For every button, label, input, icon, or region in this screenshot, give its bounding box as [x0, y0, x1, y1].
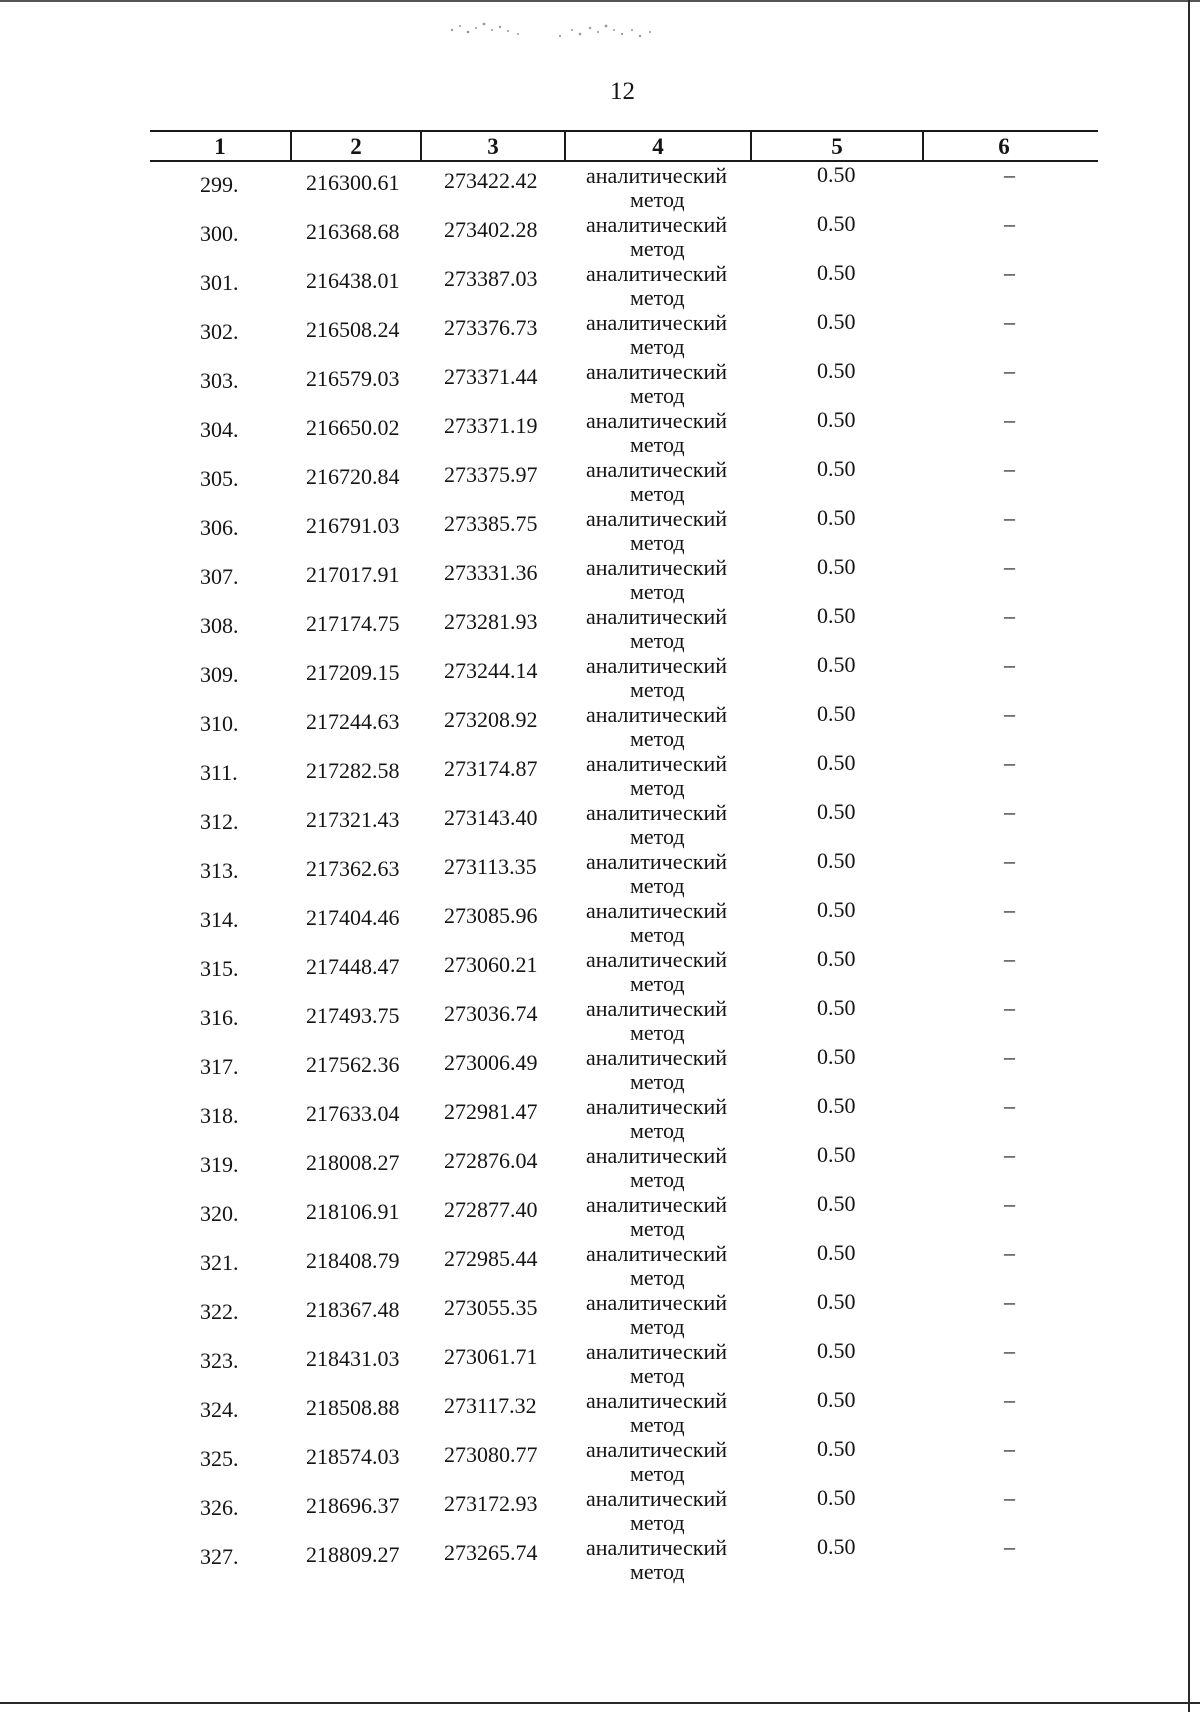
- method-line-1: аналитический: [586, 947, 728, 972]
- note-dash: –: [1004, 652, 1015, 677]
- coord-x: 218008.27: [306, 1150, 400, 1175]
- coord-x: 218508.88: [306, 1395, 400, 1420]
- coord-x: 216791.03: [306, 513, 400, 538]
- row-number: 307.: [200, 564, 239, 589]
- accuracy-value: 0.50: [817, 505, 856, 530]
- table-header: [150, 130, 1098, 162]
- coord-y: 273208.92: [444, 707, 538, 732]
- table-row: [0, 846, 1200, 898]
- method-line-1: аналитический: [586, 261, 728, 286]
- method-line-1: аналитический: [586, 604, 728, 629]
- row-number: 323.: [200, 1348, 239, 1373]
- method-line-1: аналитический: [586, 506, 728, 531]
- header-col-6: 6: [998, 134, 1010, 159]
- accuracy-value: 0.50: [817, 309, 856, 334]
- row-number: 302.: [200, 319, 239, 344]
- accuracy-value: 0.50: [817, 1534, 856, 1559]
- header-col-3: 3: [422, 132, 566, 160]
- table-row: [0, 1091, 1200, 1143]
- coord-x: 218408.79: [306, 1248, 400, 1273]
- note-dash: –: [1004, 260, 1015, 285]
- table-row: [0, 993, 1200, 1045]
- row-number: 318.: [200, 1103, 239, 1128]
- accuracy-value: 0.50: [817, 1485, 856, 1510]
- table-row: [0, 552, 1200, 604]
- row-number: 304.: [200, 417, 239, 442]
- row-number: 312.: [200, 809, 239, 834]
- header-col-2: 2: [292, 132, 422, 160]
- table-row: [0, 601, 1200, 653]
- coord-y: 273036.74: [444, 1001, 538, 1026]
- method-line-1: аналитический: [586, 751, 728, 776]
- table-row: [0, 405, 1200, 457]
- method-line-1: аналитический: [586, 212, 728, 237]
- table-row: [0, 356, 1200, 408]
- method-line-2: метод: [630, 775, 685, 800]
- coord-y: 273331.36: [444, 560, 538, 585]
- accuracy-value: 0.50: [817, 848, 856, 873]
- coord-x: 216508.24: [306, 317, 400, 342]
- accuracy-value: 0.50: [817, 554, 856, 579]
- coord-y: 273371.19: [444, 413, 538, 438]
- method-line-1: аналитический: [586, 1437, 728, 1462]
- method-line-2: метод: [630, 1167, 685, 1192]
- method-line-1: аналитический: [586, 1290, 728, 1315]
- table-row: [0, 307, 1200, 359]
- accuracy-value: 0.50: [817, 1093, 856, 1118]
- method-line-1: аналитический: [586, 800, 728, 825]
- header-col-1: 1: [150, 132, 292, 160]
- method-line-2: метод: [630, 1265, 685, 1290]
- coord-x: 216368.68: [306, 219, 400, 244]
- header-col-4: 4: [566, 132, 752, 160]
- note-dash: –: [1004, 848, 1015, 873]
- coord-x: 218696.37: [306, 1493, 400, 1518]
- coord-x: 217562.36: [306, 1052, 400, 1077]
- accuracy-value: 0.50: [817, 1044, 856, 1069]
- coord-y: 273371.44: [444, 364, 538, 389]
- note-dash: –: [1004, 897, 1015, 922]
- method-line-1: аналитический: [586, 163, 728, 188]
- method-line-1: аналитический: [586, 702, 728, 727]
- method-line-2: метод: [630, 1069, 685, 1094]
- coord-x: 217448.47: [306, 954, 400, 979]
- table-row: [0, 503, 1200, 555]
- coord-x: 217244.63: [306, 709, 400, 734]
- table-row: [0, 944, 1200, 996]
- coord-y: 272985.44: [444, 1246, 538, 1271]
- method-line-2: метод: [630, 824, 685, 849]
- accuracy-value: 0.50: [817, 603, 856, 628]
- method-line-1: аналитический: [586, 1486, 728, 1511]
- coord-x: 217633.04: [306, 1101, 400, 1126]
- row-number: 311.: [200, 760, 238, 785]
- method-line-2: метод: [630, 873, 685, 898]
- table-row: [0, 1385, 1200, 1437]
- table-row: [0, 1434, 1200, 1486]
- accuracy-value: 0.50: [817, 652, 856, 677]
- note-dash: –: [1004, 1093, 1015, 1118]
- row-number: 308.: [200, 613, 239, 638]
- note-dash: –: [1004, 1191, 1015, 1216]
- method-line-1: аналитический: [586, 310, 728, 335]
- table-row: [0, 1532, 1200, 1584]
- coord-x: 217321.43: [306, 807, 400, 832]
- method-line-2: метод: [630, 1412, 685, 1437]
- accuracy-value: 0.50: [817, 701, 856, 726]
- note-dash: –: [1004, 1436, 1015, 1461]
- table-row: [0, 160, 1200, 212]
- coord-y: 273117.32: [444, 1393, 537, 1418]
- note-dash: –: [1004, 603, 1015, 628]
- method-line-1: аналитический: [586, 1241, 728, 1266]
- method-line-1: аналитический: [586, 359, 728, 384]
- note-dash: –: [1004, 1240, 1015, 1265]
- row-number: 305.: [200, 466, 239, 491]
- method-line-2: метод: [630, 1020, 685, 1045]
- row-number: 314.: [200, 907, 239, 932]
- table-row: [0, 895, 1200, 947]
- coord-y: 273006.49: [444, 1050, 538, 1075]
- method-line-2: метод: [630, 432, 685, 457]
- accuracy-value: 0.50: [817, 456, 856, 481]
- row-number: 319.: [200, 1152, 239, 1177]
- row-number: 313.: [200, 858, 239, 883]
- note-dash: –: [1004, 1387, 1015, 1412]
- method-line-2: метод: [630, 677, 685, 702]
- row-number: 301.: [200, 270, 239, 295]
- method-line-2: метод: [630, 1510, 685, 1535]
- method-line-1: аналитический: [586, 408, 728, 433]
- accuracy-value: 0.50: [817, 1240, 856, 1265]
- accuracy-value: 0.50: [817, 995, 856, 1020]
- method-line-2: метод: [630, 334, 685, 359]
- accuracy-value: 0.50: [817, 750, 856, 775]
- table-row: [0, 1042, 1200, 1094]
- row-number: 327.: [200, 1544, 239, 1569]
- note-dash: –: [1004, 1142, 1015, 1167]
- table-row: [0, 699, 1200, 751]
- method-line-2: метод: [630, 1216, 685, 1241]
- table-row: [0, 1189, 1200, 1241]
- table-row: [0, 1336, 1200, 1388]
- note-dash: –: [1004, 946, 1015, 971]
- row-number: 306.: [200, 515, 239, 540]
- note-dash: –: [1004, 456, 1015, 481]
- coord-y: 273376.73: [444, 315, 538, 340]
- method-line-1: аналитический: [586, 996, 728, 1021]
- coord-y: 272981.47: [444, 1099, 538, 1124]
- method-line-2: метод: [630, 481, 685, 506]
- table-row: [0, 454, 1200, 506]
- row-number: 310.: [200, 711, 239, 736]
- table-row: [0, 258, 1200, 310]
- method-line-2: метод: [630, 579, 685, 604]
- row-number: 299.: [200, 172, 239, 197]
- method-line-2: метод: [630, 236, 685, 261]
- coord-y: 273061.71: [444, 1344, 538, 1369]
- table-row: [0, 1140, 1200, 1192]
- row-number: 326.: [200, 1495, 239, 1520]
- coord-y: 273385.75: [444, 511, 538, 536]
- coord-y: 273402.28: [444, 217, 538, 242]
- method-line-1: аналитический: [586, 1388, 728, 1413]
- accuracy-value: 0.50: [817, 1142, 856, 1167]
- table-row: [0, 209, 1200, 261]
- method-line-1: аналитический: [586, 1045, 728, 1070]
- row-number: 324.: [200, 1397, 239, 1422]
- accuracy-value: 0.50: [817, 1436, 856, 1461]
- note-dash: –: [1004, 701, 1015, 726]
- table-row: [0, 1287, 1200, 1339]
- method-line-1: аналитический: [586, 1192, 728, 1217]
- coord-x: 216438.01: [306, 268, 400, 293]
- method-line-1: аналитический: [586, 457, 728, 482]
- accuracy-value: 0.50: [817, 407, 856, 432]
- note-dash: –: [1004, 211, 1015, 236]
- coord-x: 217174.75: [306, 611, 400, 636]
- accuracy-value: 0.50: [817, 1338, 856, 1363]
- coord-x: 218809.27: [306, 1542, 400, 1567]
- accuracy-value: 0.50: [817, 211, 856, 236]
- accuracy-value: 0.50: [817, 162, 856, 187]
- scan-edge-bottom: [0, 1702, 1200, 1704]
- coord-x: 218367.48: [306, 1297, 400, 1322]
- method-line-1: аналитический: [586, 653, 728, 678]
- note-dash: –: [1004, 1485, 1015, 1510]
- method-line-1: аналитический: [586, 898, 728, 923]
- method-line-2: метод: [630, 285, 685, 310]
- note-dash: –: [1004, 162, 1015, 187]
- coord-y: 273375.97: [444, 462, 538, 487]
- coord-y: 273422.42: [444, 168, 538, 193]
- row-number: 309.: [200, 662, 239, 687]
- coord-x: 217282.58: [306, 758, 400, 783]
- coord-x: 217362.63: [306, 856, 400, 881]
- coord-x: 216300.61: [306, 170, 400, 195]
- coord-x: 216720.84: [306, 464, 400, 489]
- note-dash: –: [1004, 1534, 1015, 1559]
- note-dash: –: [1004, 1289, 1015, 1314]
- method-line-2: метод: [630, 383, 685, 408]
- coord-y: 273060.21: [444, 952, 538, 977]
- coord-y: 273244.14: [444, 658, 538, 683]
- row-number: 317.: [200, 1054, 239, 1079]
- coord-x: 218431.03: [306, 1346, 400, 1371]
- row-number: 316.: [200, 1005, 239, 1030]
- method-line-1: аналитический: [586, 1339, 728, 1364]
- coord-x: 216650.02: [306, 415, 400, 440]
- row-number: 303.: [200, 368, 239, 393]
- row-number: 315.: [200, 956, 239, 981]
- coord-y: 273080.77: [444, 1442, 538, 1467]
- accuracy-value: 0.50: [817, 1387, 856, 1412]
- note-dash: –: [1004, 358, 1015, 383]
- note-dash: –: [1004, 995, 1015, 1020]
- note-dash: –: [1004, 554, 1015, 579]
- table-row: [0, 1483, 1200, 1535]
- method-line-2: метод: [630, 1363, 685, 1388]
- coord-y: 273172.93: [444, 1491, 538, 1516]
- note-dash: –: [1004, 1044, 1015, 1069]
- accuracy-value: 0.50: [817, 260, 856, 285]
- coord-y: 272877.40: [444, 1197, 538, 1222]
- coord-y: 273174.87: [444, 756, 538, 781]
- coord-y: 272876.04: [444, 1148, 538, 1173]
- accuracy-value: 0.50: [817, 358, 856, 383]
- accuracy-value: 0.50: [817, 946, 856, 971]
- coord-x: 217017.91: [306, 562, 400, 587]
- note-dash: –: [1004, 309, 1015, 334]
- coord-y: 273281.93: [444, 609, 538, 634]
- header-col-5: 5: [752, 132, 924, 160]
- table-row: [0, 650, 1200, 702]
- method-line-2: метод: [630, 971, 685, 996]
- scan-edge-top: [0, 0, 1200, 2]
- row-number: 321.: [200, 1250, 239, 1275]
- note-dash: –: [1004, 750, 1015, 775]
- method-line-1: аналитический: [586, 1094, 728, 1119]
- accuracy-value: 0.50: [817, 897, 856, 922]
- method-line-1: аналитический: [586, 849, 728, 874]
- coord-x: 217493.75: [306, 1003, 400, 1028]
- method-line-2: метод: [630, 726, 685, 751]
- note-dash: –: [1004, 799, 1015, 824]
- method-line-2: метод: [630, 1314, 685, 1339]
- table-row: [0, 1238, 1200, 1290]
- coord-y: 273113.35: [444, 854, 537, 879]
- coord-x: 216579.03: [306, 366, 400, 391]
- note-dash: –: [1004, 505, 1015, 530]
- method-line-2: метод: [630, 1559, 685, 1584]
- method-line-1: аналитический: [586, 555, 728, 580]
- table-row: [0, 797, 1200, 849]
- row-number: 322.: [200, 1299, 239, 1324]
- row-number: 300.: [200, 221, 239, 246]
- note-dash: –: [1004, 407, 1015, 432]
- table-row: [0, 748, 1200, 800]
- method-line-2: метод: [630, 1118, 685, 1143]
- accuracy-value: 0.50: [817, 1289, 856, 1314]
- method-line-2: метод: [630, 187, 685, 212]
- coord-y: 273055.35: [444, 1295, 538, 1320]
- method-line-2: метод: [630, 628, 685, 653]
- coord-y: 273085.96: [444, 903, 538, 928]
- page-number: 12: [610, 78, 635, 105]
- note-dash: –: [1004, 1338, 1015, 1363]
- scan-noise-marks: [440, 18, 740, 48]
- coord-x: 217209.15: [306, 660, 400, 685]
- method-line-1: аналитический: [586, 1143, 728, 1168]
- row-number: 320.: [200, 1201, 239, 1226]
- coord-x: 218574.03: [306, 1444, 400, 1469]
- coord-y: 273265.74: [444, 1540, 538, 1565]
- method-line-1: аналитический: [586, 1535, 728, 1560]
- method-line-2: метод: [630, 1461, 685, 1486]
- accuracy-value: 0.50: [817, 1191, 856, 1216]
- row-number: 325.: [200, 1446, 239, 1471]
- method-line-2: метод: [630, 530, 685, 555]
- method-line-2: метод: [630, 922, 685, 947]
- coord-x: 218106.91: [306, 1199, 400, 1224]
- coord-x: 217404.46: [306, 905, 400, 930]
- accuracy-value: 0.50: [817, 799, 856, 824]
- coord-y: 273387.03: [444, 266, 538, 291]
- coord-y: 273143.40: [444, 805, 538, 830]
